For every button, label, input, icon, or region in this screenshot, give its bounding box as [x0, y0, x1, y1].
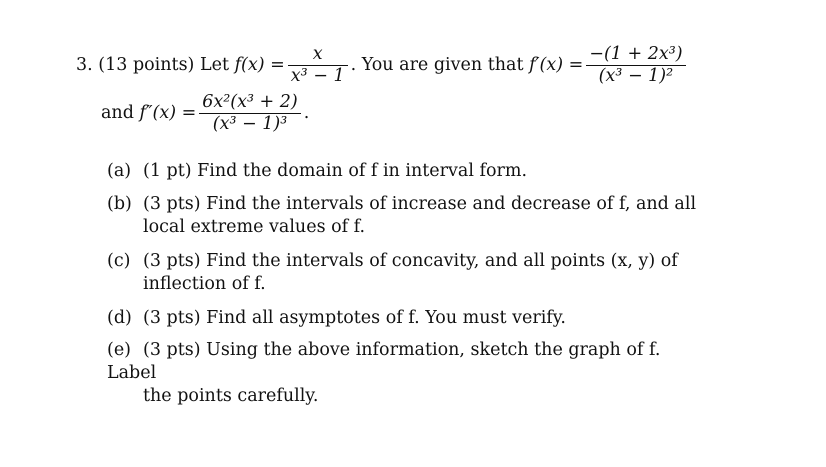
part-c — [107, 250, 707, 296]
part-text-line2: local extreme values of f. — [143, 217, 366, 237]
problem-points: (13 points) — [98, 55, 195, 75]
part-text-line1: (1 pt) Find the domain of f in interval form. — [143, 161, 528, 181]
part-a — [107, 160, 707, 183]
f-double-prime-lhs: f″(x) = — [139, 103, 197, 123]
f-definition-lhs: f(x) = — [234, 55, 285, 75]
end-punctuation: . — [303, 103, 310, 123]
f-prime-fraction — [586, 44, 685, 87]
f-double-prime-fraction — [199, 92, 300, 135]
and-text: and — [101, 103, 134, 123]
f-fraction — [288, 44, 348, 87]
part-text-line1: (3 pts) Using the above information, sketch the graph of f. Label — [107, 340, 661, 383]
part-label: (b) — [107, 194, 132, 214]
f-prime-denominator: (x³ − 1)² — [598, 66, 674, 86]
second-derivative-line — [101, 92, 309, 135]
f-numerator: x — [288, 44, 348, 66]
part-label: (c) — [107, 251, 131, 271]
f-prime-lhs: f′(x) = — [529, 55, 584, 75]
part-label: (a) — [107, 161, 132, 181]
part-text-line2: the points carefully. — [143, 386, 319, 406]
given-text: . You are given that — [350, 55, 524, 75]
problem-number: 3. — [76, 55, 93, 75]
part-e — [107, 339, 707, 408]
part-d — [107, 307, 707, 330]
f-prime-numerator: −(1 + 2x³) — [586, 44, 685, 66]
part-text-line1: (3 pts) Find the intervals of concavity, and all points (x, y) of — [143, 251, 678, 271]
part-b — [107, 193, 707, 239]
part-label: (e) — [107, 340, 132, 360]
part-text-line2: inflection of f. — [143, 274, 266, 294]
part-text-line1: (3 pts) Find the intervals of increase and decrease of f, and all — [143, 194, 697, 214]
let-text: Let — [199, 55, 229, 75]
part-text-line1: (3 pts) Find all asymptotes of f. You must verify. — [143, 308, 566, 328]
f-denominator: x³ − 1 — [290, 66, 345, 86]
f-double-prime-denominator: (x³ − 1)³ — [212, 114, 288, 134]
f-double-prime-numerator: 6x²(x³ + 2) — [199, 92, 300, 114]
part-label: (d) — [107, 308, 132, 328]
problem-header-line — [76, 44, 689, 87]
